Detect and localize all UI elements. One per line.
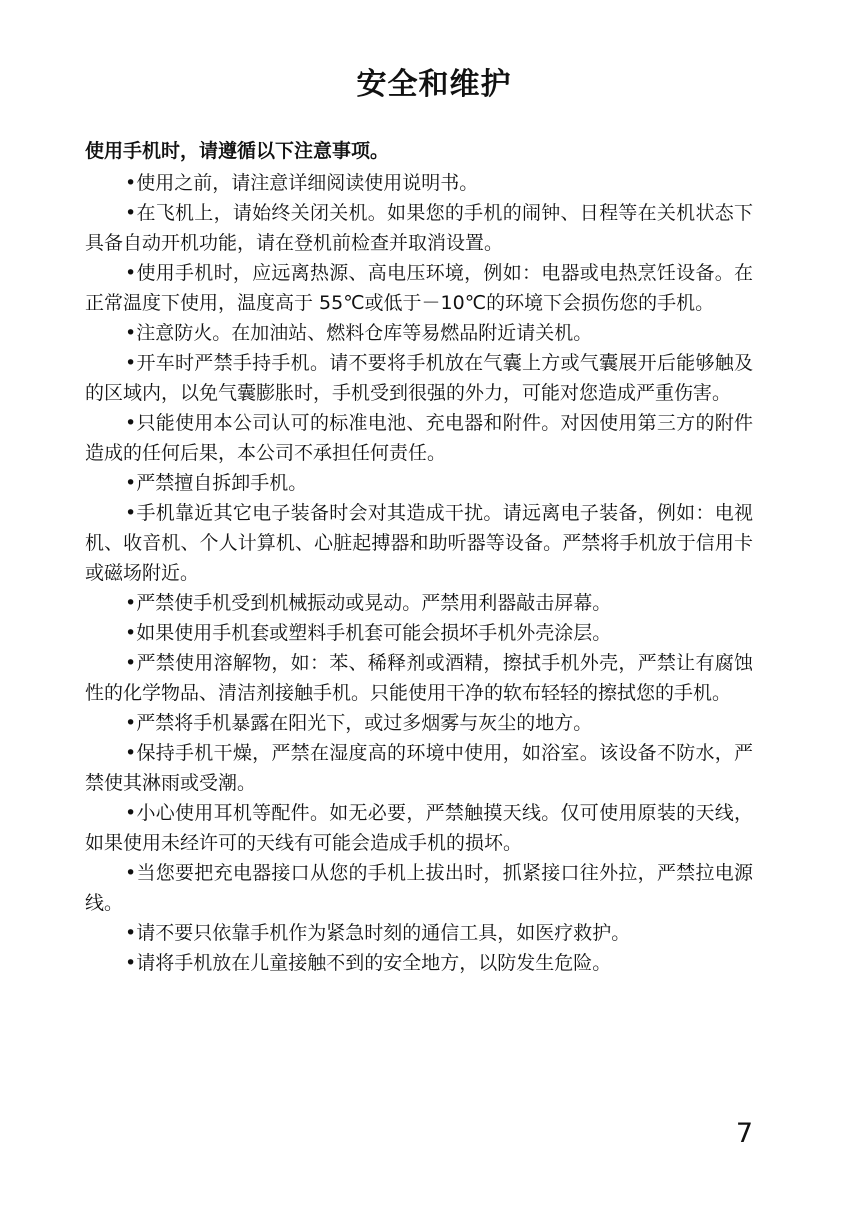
safety-item: •注意防火。在加油站、燃料仓库等易燃品附近请关机。 (125, 322, 593, 344)
safety-item: •严禁使手机受到机械振动或晃动。严禁用利器敲击屏幕。 (125, 592, 612, 614)
safety-item: •小心使用耳机等配件。如无必要，严禁触摸天线。仅可使用原装的天线，如果使用未经许可的天线有可能会造成手机的损坏。 (85, 802, 753, 854)
safety-item: •严禁将手机暴露在阳光下，或过多烟雾与灰尘的地方。 (125, 712, 593, 734)
safety-item: •只能使用本公司认可的标准电池、充电器和附件。对因使用第三方的附件造成的任何后果，本公司不承担任何责任。 (85, 412, 753, 464)
safety-item: •请将手机放在儿童接触不到的安全地方，以防发生危险。 (125, 952, 612, 974)
safety-item: •手机靠近其它电子装备时会对其造成干扰。请远离电子装备，例如：电视机、收音机、个人计算机、心脏起搏器和助听器等设备。严禁将手机放于信用卡或磁场附近。 (85, 502, 753, 584)
page-number: 7 (735, 1118, 753, 1149)
safety-item: •保持手机干燥，严禁在湿度高的环境中使用，如浴室。该设备不防水，严禁使其淋雨或受潮。 (85, 742, 753, 794)
safety-item: •严禁使用溶解物，如：苯、稀释剂或酒精，擦拭手机外壳，严禁让有腐蚀性的化学物品、清洁剂接触手机。只能使用干净的软布轻轻的擦拭您的手机。 (85, 652, 753, 704)
safety-item: •开车时严禁手持手机。请不要将手机放在气囊上方或气囊展开后能够触及的区域内，以免气囊膨胀时，手机受到很强的外力，可能对您造成严重伤害。 (85, 352, 753, 404)
safety-item: •如果使用手机套或塑料手机套可能会损坏手机外壳涂层。 (125, 622, 612, 644)
safety-item: •使用之前，请注意详细阅读使用说明书。 (125, 172, 479, 194)
safety-item: •严禁擅自拆卸手机。 (125, 472, 308, 494)
safety-item: •当您要把充电器接口从您的手机上拔出时，抓紧接口往外拉，严禁拉电源线。 (85, 862, 753, 914)
safety-item: •请不要只依靠手机作为紧急时刻的通信工具，如医疗救护。 (125, 922, 631, 944)
safety-content (85, 136, 753, 978)
safety-item: •使用手机时，应远离热源、高电压环境，例如：电器或电热烹饪设备。在正常温度下使用，温度高于 55℃或低于－10℃的环境下会损伤您的手机。 (85, 262, 753, 314)
section-lead: 使用手机时，请遵循以下注意事项。 (85, 140, 390, 162)
safety-item: •在飞机上，请始终关闭关机。如果您的手机的闹钟、日程等在关机状态下具备自动开机功能，请在登机前检查并取消设置。 (85, 202, 753, 254)
page-title: 安全和维护 (356, 67, 512, 102)
